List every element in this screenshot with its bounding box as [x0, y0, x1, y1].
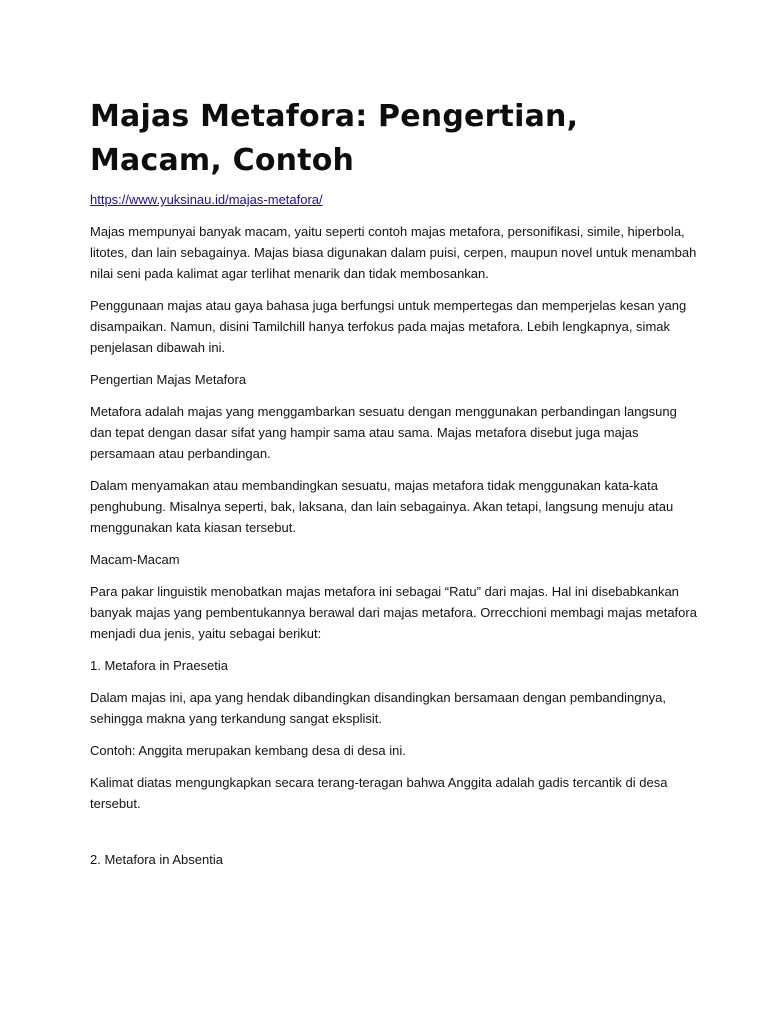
paragraph-example: Contoh: Anggita merupakan kembang desa di desa ini. — [90, 743, 406, 758]
paragraph-example-explanation: Kalimat diatas mengungkapkan secara terang-teragan bahwa Anggita adalah gadis tercantik di desa tersebut. — [90, 775, 668, 811]
paragraph-usage: Penggunaan majas atau gaya bahasa juga berfungsi untuk mempertegas dan memperjelas kesan yang disampaikan. Namun, disini Tamilchill hanya terfokus pada majas metafora. Lebih lengkapnya, simak penjelasan dibawah ini. — [90, 298, 687, 355]
document-title: Majas Metafora: Pengertian, Macam, Contoh — [90, 99, 579, 178]
section-heading-types: Macam-Macam — [90, 552, 180, 567]
subheading-praesetia: 1. Metafora in Praesetia — [90, 658, 229, 673]
paragraph-comparison: Dalam menyamakan atau membandingkan sesuatu, majas metafora tidak menggunakan kata-kata penghubung. Misalnya seperti, bak, laksana, dan lain sebagainya. Akan tetapi, langsung menuju atau menggunakan kata kiasan tersebut. — [90, 478, 674, 535]
paragraph-definition: Metafora adalah majas yang menggambarkan sesuatu dengan menggunakan perbandingan langsung dan tepat dengan dasar sifat yang hampir sama atau sama. Majas metafora disebut juga majas persamaan atau perbandingan. — [90, 404, 677, 461]
blank-spacer — [90, 825, 700, 849]
subheading-absentia: 2. Metafora in Absentia — [90, 852, 223, 867]
paragraph-praesetia-desc: Dalam majas ini, apa yang hendak dibandingkan disandingkan bersamaan dengan pembandingnya, sehingga makna yang terkandung sangat eksplisit. — [90, 690, 667, 726]
paragraph-intro: Majas mempunyai banyak macam, yaitu seperti contoh majas metafora, personifikasi, simile, hiperbola, litotes, dan lain sebagainya. Majas biasa digunakan dalam puisi, cerpen, maupun novel untuk menambah nilai seni pada kalimat agar terlihat menarik dan tidak membosankan. — [90, 224, 697, 281]
source-link[interactable]: https://www.yuksinau.id/majas-metafora/ — [90, 192, 323, 207]
paragraph-types-intro: Para pakar linguistik menobatkan majas metafora ini sebagai “Ratu” dari majas. Hal ini disebabkankan banyak majas yang pembentukannya berawal dari majas metafora. Orrecchioni membagi majas metafora menjadi dua jenis, yaitu sebagai berikut: — [90, 584, 697, 641]
document-page — [90, 95, 700, 881]
section-heading-definition: Pengertian Majas Metafora — [90, 372, 247, 387]
